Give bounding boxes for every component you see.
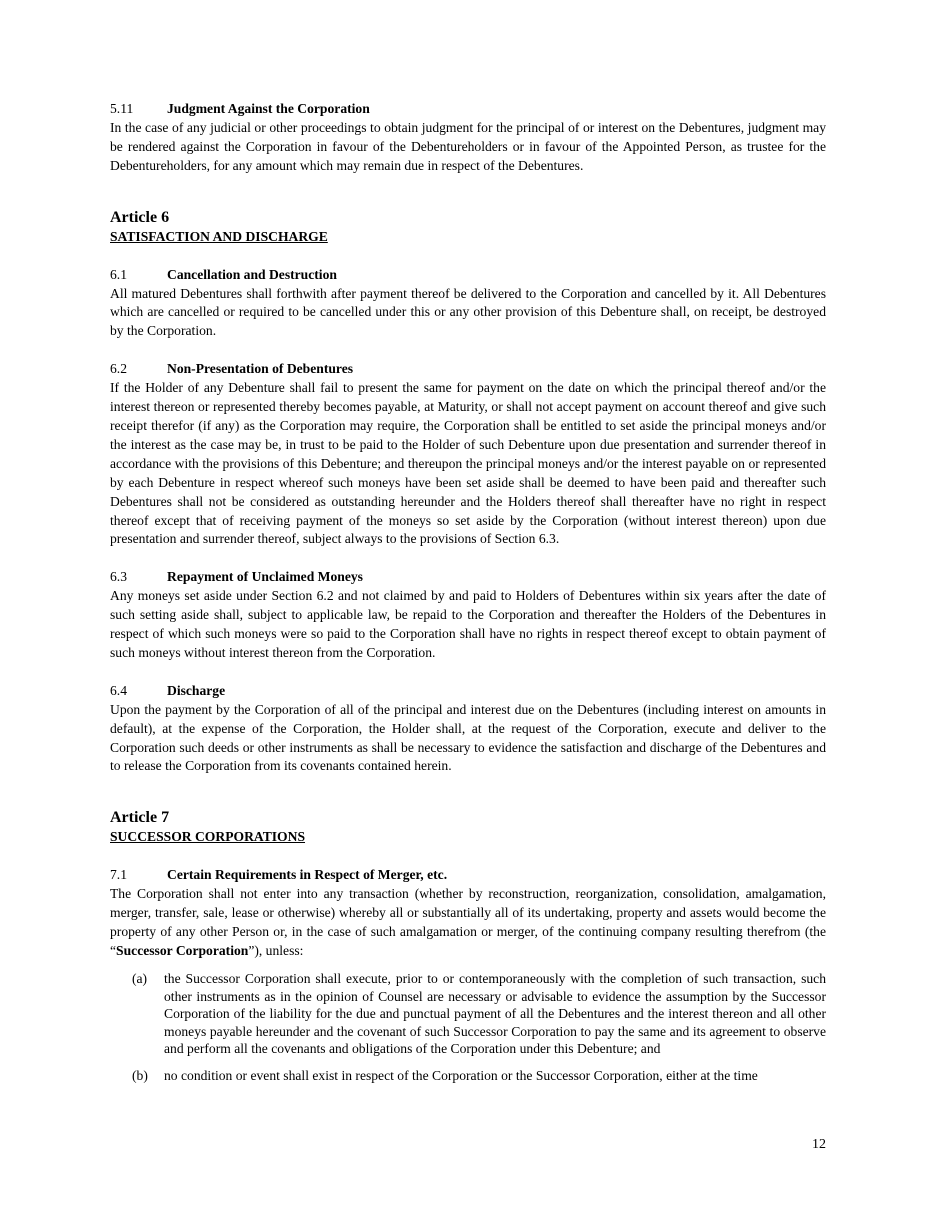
section-number: 5.11 bbox=[110, 101, 134, 116]
document-page bbox=[110, 100, 826, 1084]
section-6-1 bbox=[110, 266, 826, 342]
section-6-4 bbox=[110, 682, 826, 777]
list-item bbox=[110, 1067, 826, 1085]
defined-term: Successor Corporation bbox=[116, 943, 249, 958]
section-body bbox=[110, 885, 826, 961]
section-body: Upon the payment by the Corporation of all of the principal and interest due on the Debentures (including interest on amounts in default), at the expense of the Corporation, the Holder shall, at the request of the Corporation, execute and deliver to the Corporation such deeds or other instruments as shall be necessary to evidence the satisfaction and discharge of the Debentures and to release the Corporation from its covenants contained herein. bbox=[110, 701, 826, 774]
section-body: All matured Debentures shall forthwith after payment thereof be delivered to the Corporation and cancelled by it. All Debentures which are cancelled or required to be cancelled under this or any other provision of this Debenture shall, on receipt, be destroyed by the Corporation. bbox=[110, 285, 826, 339]
section-body: If the Holder of any Debenture shall fail to present the same for payment on the date on which the principal thereof and/or the interest thereon or represented thereby becomes payable, at Maturity, or shall not accept payment on account thereof and give such receipt therefor (if any) as the Corporation may require, the Corporation shall be entitled to set aside the principal moneys and/or the interest as the case may be, in trust to be paid to the Holder of such Debenture upon due presentation and surrender thereof in accordance with the provisions of this Debenture; and thereupon the principal moneys and/or the interest payable on or represented by each Debenture in respect whereof such moneys have been set aside shall be deemed to have been paid and thereafter such Debentures shall not be considered as outstanding hereunder and the Holders thereof shall thereafter have no right in respect thereof except that of receiving payment of the moneys so set aside by the Corporation (without interest thereon) upon due presentation and surrender thereof, subject always to the provisions of Section 6.3. bbox=[110, 380, 826, 547]
list-item bbox=[110, 970, 826, 1058]
section-title: Cancellation and Destruction bbox=[167, 266, 337, 282]
body-text-before: The Corporation shall not enter into any transaction (whether by reconstruction, reorganization, consolidation, amalgamation, merger, transfer, sale, lease or otherwise) whereby all or substantially all of its undertaking, property and assets would become the property of any other Person or, in the case of such amalgamation or merger, of the continuing company resulting therefrom (the “ bbox=[110, 886, 826, 958]
article-number: Article 6 bbox=[110, 208, 170, 226]
section-number: 6.2 bbox=[110, 361, 127, 377]
section-heading bbox=[110, 266, 826, 285]
section-7-1 bbox=[110, 866, 826, 1084]
section-body: In the case of any judicial or other proceedings to obtain judgment for the principal of or interest on the Debentures, judgment may be rendered against the Corporation in favour of the Debentureholders or in favour of the Appointed Person, as trustee for the Debentureholders, for any amount which may remain due in respect of the Debentures. bbox=[110, 119, 826, 173]
list-item-text: no condition or event shall exist in respect of the Corporation or the Successor Corporation, either at the time bbox=[164, 1067, 758, 1083]
list-item-label: (b) bbox=[132, 1067, 148, 1083]
section-number: 6.3 bbox=[110, 569, 127, 585]
article-title: SATISFACTION AND DISCHARGE bbox=[110, 228, 328, 244]
section-title: Repayment of Unclaimed Moneys bbox=[167, 569, 363, 585]
section-number: 6.1 bbox=[110, 266, 127, 282]
section-number: 6.4 bbox=[110, 682, 127, 698]
list-item-label: (a) bbox=[132, 970, 148, 986]
section-5-11 bbox=[110, 100, 826, 176]
body-text-after: ”), unless: bbox=[248, 943, 304, 958]
section-heading bbox=[110, 682, 826, 701]
section-6-2 bbox=[110, 360, 826, 549]
section-number: 7.1 bbox=[110, 867, 127, 883]
section-title: Judgment Against the Corporation bbox=[167, 101, 370, 116]
section-heading bbox=[110, 360, 826, 379]
section-title: Discharge bbox=[167, 682, 226, 698]
section-title: Certain Requirements in Respect of Merger, etc. bbox=[167, 867, 448, 883]
section-heading bbox=[110, 866, 826, 885]
page-number: 12 bbox=[812, 1137, 826, 1152]
article-7-heading bbox=[110, 808, 826, 846]
article-title: SUCCESSOR CORPORATIONS bbox=[110, 829, 306, 845]
article-6-heading bbox=[110, 208, 826, 246]
section-heading bbox=[110, 568, 826, 587]
list-item-text: the Successor Corporation shall execute, prior to or contemporaneously with the completion of such transaction, such other instruments as in the opinion of Counsel are necessary or advisable to evidence the assumption by the Successor Corporation of the liability for the due and punctual payment of all the Debentures and the interest thereon and all other moneys payable hereunder and the covenant of such Successor Corporation to pay the same and its agreement to observe and perform all the covenants and obligations of the Corporation under this Debenture; and bbox=[164, 970, 826, 1057]
section-body: Any moneys set aside under Section 6.2 and not claimed by and paid to Holders of Debentures within six years after the date of such setting aside shall, subject to applicable law, be repaid to the Corporation and thereafter the Holders of the Debentures in respect of which such moneys were so paid to the Corporation shall have no rights in respect thereof except to obtain payment of such moneys without interest thereon from the Corporation. bbox=[110, 588, 826, 660]
section-6-3 bbox=[110, 568, 826, 663]
section-heading bbox=[110, 100, 826, 119]
article-number: Article 7 bbox=[110, 809, 170, 827]
section-title: Non-Presentation of Debentures bbox=[167, 361, 354, 377]
